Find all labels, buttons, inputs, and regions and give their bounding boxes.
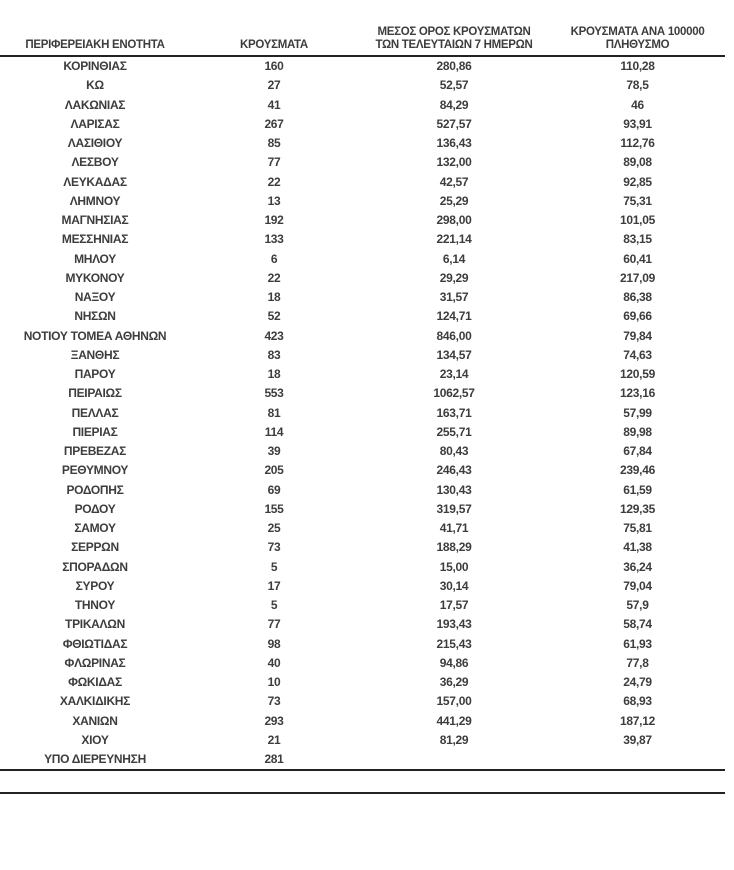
cell-cases: 22: [267, 270, 281, 285]
cell-cases: 114: [264, 424, 284, 439]
cell-cases: 10: [267, 675, 281, 689]
cases-by-region-table: [0, 26, 725, 771]
cell-per100k: 120,59: [620, 367, 655, 381]
cell-per100k: 36,24: [623, 559, 652, 574]
cell-per100k: 239,46: [620, 463, 655, 478]
table-row: [0, 230, 725, 249]
column-header-region: ΠΕΡΙΦΕΡΕΙΑΚΗ ΕΝΟΤΗΤΑ: [0, 26, 190, 56]
cell-avg7: 188,29: [436, 540, 472, 555]
cell-avg7: 132,00: [436, 155, 472, 170]
cell-region: ΠΕΙΡΑΙΩΣ: [68, 386, 122, 401]
table-row: [0, 731, 725, 750]
cell-region: ΝΟΤΙΟΥ ΤΟΜΕΑ ΑΘΗΝΩΝ: [23, 328, 167, 343]
cell-cases: 27: [267, 78, 281, 93]
cell-cases: 267: [264, 116, 284, 131]
cell-region: ΚΟΡΙΝΘΙΑΣ: [63, 59, 127, 73]
cell-cases: 192: [264, 213, 284, 227]
cell-cases: 73: [267, 694, 281, 709]
cell-avg7: 41,71: [439, 521, 469, 535]
column-header-per100k-line2: ΠΛΗΘΥΣΜΟ: [605, 39, 670, 51]
cell-per100k: 60,41: [623, 251, 652, 266]
cell-region: ΧΙΟΥ: [81, 732, 109, 747]
cell-region: ΠΡΕΒΕΖΑΣ: [63, 444, 127, 458]
cell-region: ΛΕΥΚΑΔΑΣ: [63, 174, 127, 189]
cell-avg7: 130,43: [436, 482, 472, 497]
column-header-per100k: [550, 26, 725, 56]
table-row: [0, 115, 725, 134]
table-row: [0, 404, 725, 423]
cell-per100k: 78,5: [626, 78, 649, 93]
table-row: [0, 384, 725, 403]
cell-avg7: 319,57: [436, 501, 472, 516]
table-row: [0, 134, 725, 153]
table-row: [0, 500, 725, 519]
cell-region: ΝΗΣΩΝ: [74, 309, 116, 324]
cell-cases: 5: [270, 559, 278, 574]
cell-region: ΦΛΩΡΙΝΑΣ: [64, 655, 126, 670]
cell-per100k: 112,76: [620, 136, 655, 150]
column-header-per100k-line1: ΚΡΟΥΣΜΑΤΑ ΑΝΑ 100000: [570, 26, 705, 38]
table-row: [0, 307, 725, 326]
cell-per100k: 92,85: [623, 174, 652, 189]
cell-region: ΥΠΟ ΔΙΕΡΕΥΝΗΣΗ: [0, 750, 190, 770]
cell-avg7: 30,14: [439, 578, 469, 593]
cell-cases: 293: [264, 713, 284, 728]
table-row: [0, 673, 725, 692]
cell-avg7: 124,71: [436, 309, 472, 324]
table-row: [0, 153, 725, 172]
table-row: [0, 692, 725, 711]
cell-avg7: 52,57: [439, 78, 469, 93]
cell-avg7: 23,14: [439, 367, 469, 381]
cell-region: ΧΑΝΙΩΝ: [72, 713, 118, 728]
cell-region: ΠΙΕΡΙΑΣ: [72, 424, 118, 439]
table-row: [0, 56, 725, 76]
cell-region: ΣΑΜΟΥ: [74, 521, 116, 535]
cell-avg7: 17,57: [439, 598, 469, 612]
cell-region: ΛΑΚΩΝΙΑΣ: [64, 97, 126, 112]
table-row: [0, 365, 725, 384]
cell-cases: 155: [264, 501, 284, 516]
cell-per100k: 61,93: [623, 636, 652, 651]
table-row: [0, 250, 725, 269]
cell-avg7: 80,43: [439, 444, 469, 458]
cell-region: ΧΑΛΚΙΔΙΚΗΣ: [59, 694, 131, 709]
cell-per100k: 39,87: [623, 732, 652, 747]
cell-avg7: 42,57: [439, 174, 469, 189]
table-body: [0, 56, 725, 770]
cell-avg7: 221,14: [436, 232, 472, 247]
cell-avg7: 25,29: [439, 193, 469, 208]
cell-region: ΣΥΡΟΥ: [75, 578, 115, 593]
cell-region: ΠΑΡΟΥ: [74, 367, 116, 381]
cell-avg7: 1062,57: [433, 386, 475, 401]
cell-region: ΡΟΔΟΠΗΣ: [66, 482, 124, 497]
cell-avg7: 215,43: [436, 636, 472, 651]
column-header-avg7-line2: ΤΩΝ ΤΕΛΕΥΤΑΙΩΝ 7 ΗΜΕΡΩΝ: [375, 39, 533, 51]
table-row: [0, 96, 725, 115]
cell-per100k: 123,16: [620, 386, 655, 401]
cell-region: ΛΕΣΒΟΥ: [71, 155, 119, 170]
table-row: [0, 635, 725, 654]
cell-avg7: 136,43: [436, 136, 472, 150]
cell-per100k: 67,84: [623, 444, 652, 458]
cell-cases: 39: [267, 444, 281, 458]
cell-avg7: 6,14: [442, 251, 466, 266]
cell-cases: 18: [267, 367, 281, 381]
cell-cases: 52: [267, 309, 281, 324]
table-row: [0, 346, 725, 365]
cell-cases: 423: [264, 328, 284, 343]
table-row: [0, 481, 725, 500]
cell-per100k: 217,09: [620, 270, 655, 285]
cell-avg7: 255,71: [436, 424, 472, 439]
cell-avg7: 29,29: [439, 270, 469, 285]
cell-cases: 553: [264, 386, 284, 401]
table-row: [0, 423, 725, 442]
cell-avg7: 15,00: [439, 559, 469, 574]
bottom-rule: [0, 792, 725, 794]
cell-region: ΚΩ: [86, 78, 104, 93]
cell-per100k: 75,31: [623, 193, 652, 208]
cell-per100k: 61,59: [623, 482, 652, 497]
cell-per100k: [550, 750, 725, 770]
cell-per100k: 187,12: [620, 713, 655, 728]
table-row: [0, 596, 725, 615]
cell-region: ΛΑΣΙΘΙΟΥ: [67, 136, 123, 150]
cell-avg7: 134,57: [436, 347, 472, 362]
cell-cases: 77: [267, 617, 281, 632]
cell-per100k: 89,98: [623, 424, 652, 439]
table-row: [0, 327, 725, 346]
cell-cases: 6: [270, 251, 278, 266]
table-row: [0, 577, 725, 596]
cell-cases: 18: [267, 290, 281, 304]
table-row: [0, 461, 725, 480]
cell-per100k: 69,66: [623, 309, 652, 324]
cell-per100k: 24,79: [623, 675, 652, 689]
cell-cases: 98: [267, 636, 281, 651]
cell-region: ΡΕΘΥΜΝΟΥ: [61, 463, 129, 478]
cell-avg7: [358, 750, 550, 770]
table-row: [0, 654, 725, 673]
cell-cases: 81: [267, 405, 281, 420]
cell-cases: 41: [267, 97, 281, 112]
table-row: [0, 442, 725, 461]
table-row: [0, 269, 725, 288]
cell-per100k: 46: [631, 97, 644, 112]
cell-region: ΦΘΙΩΤΙΔΑΣ: [62, 636, 128, 651]
cell-cases: 205: [264, 463, 284, 478]
cell-region: ΜΑΓΝΗΣΙΑΣ: [61, 213, 129, 227]
cell-avg7: 81,29: [439, 732, 469, 747]
cell-region: ΣΕΡΡΩΝ: [71, 540, 119, 555]
cell-per100k: 93,91: [623, 116, 652, 131]
cell-avg7: 84,29: [439, 97, 469, 112]
cell-avg7: 846,00: [436, 328, 472, 343]
cell-per100k: 129,35: [620, 501, 655, 516]
cell-region: ΤΗΝΟΥ: [74, 598, 116, 612]
cell-per100k: 101,05: [620, 213, 655, 227]
cell-avg7: 298,00: [436, 213, 472, 227]
table-row: [0, 750, 725, 770]
cell-region: ΜΥΚΟΝΟΥ: [65, 270, 125, 285]
cell-per100k: 57,99: [623, 405, 652, 420]
cell-per100k: 110,28: [620, 59, 655, 73]
cell-region: ΠΕΛΛΑΣ: [71, 405, 119, 420]
cell-avg7: 193,43: [436, 617, 472, 632]
cell-avg7: 441,29: [436, 713, 472, 728]
cell-region: ΛΑΡΙΣΑΣ: [70, 116, 120, 131]
cell-region: ΝΑΞΟΥ: [74, 290, 116, 304]
cell-per100k: 41,38: [623, 540, 652, 555]
table-row: [0, 712, 725, 731]
table-row: [0, 173, 725, 192]
table-row: [0, 76, 725, 95]
cell-cases: 69: [267, 482, 281, 497]
column-header-avg7-line1: ΜΕΣΟΣ ΟΡΟΣ ΚΡΟΥΣΜΑΤΩΝ: [377, 26, 531, 38]
cell-region: ΤΡΙΚΑΛΩΝ: [65, 617, 125, 632]
cell-per100k: 68,93: [623, 694, 652, 709]
cell-avg7: 280,86: [436, 59, 472, 73]
cell-cases: 83: [267, 347, 281, 362]
cell-per100k: 57,9: [626, 598, 649, 612]
table-row: [0, 211, 725, 230]
table-row: [0, 558, 725, 577]
cell-per100k: 77,8: [626, 655, 649, 670]
cell-cases: 73: [267, 540, 281, 555]
cell-per100k: 74,63: [623, 347, 652, 362]
cell-region: ΡΟΔΟΥ: [74, 501, 116, 516]
cell-avg7: 157,00: [436, 694, 472, 709]
cell-cases: 22: [267, 174, 281, 189]
cell-per100k: 79,84: [623, 328, 652, 343]
column-header-cases: ΚΡΟΥΣΜΑΤΑ: [190, 26, 358, 56]
table-header: [0, 26, 725, 56]
cell-region: ΛΗΜΝΟΥ: [69, 193, 121, 208]
cell-region: ΜΕΣΣΗΝΙΑΣ: [61, 232, 129, 247]
cell-region: ΦΩΚΙΔΑΣ: [68, 675, 122, 689]
cell-cases: 160: [264, 59, 284, 73]
cell-cases: 85: [267, 136, 281, 150]
cell-per100k: 83,15: [623, 232, 652, 247]
table-row: [0, 519, 725, 538]
column-header-avg7: [358, 26, 550, 56]
table-row: [0, 288, 725, 307]
cell-avg7: 246,43: [436, 463, 472, 478]
cell-per100k: 75,81: [623, 521, 652, 535]
table-row: [0, 615, 725, 634]
cell-cases: 77: [267, 155, 281, 170]
cell-per100k: 79,04: [623, 578, 652, 593]
cell-region: ΣΠΟΡΑΔΩΝ: [62, 559, 128, 574]
cell-avg7: 31,57: [439, 290, 469, 304]
cell-cases: 25: [267, 521, 281, 535]
cell-avg7: 527,57: [436, 116, 472, 131]
cell-avg7: 163,71: [436, 405, 472, 420]
cell-avg7: 94,86: [439, 655, 469, 670]
cell-per100k: 89,08: [623, 155, 652, 170]
table-row: [0, 192, 725, 211]
cell-region: ΜΗΛΟΥ: [74, 251, 116, 266]
table-row: [0, 538, 725, 557]
cell-per100k: 86,38: [623, 290, 652, 304]
cell-cases: 21: [267, 732, 281, 747]
cell-cases: 281: [190, 750, 358, 770]
cell-per100k: 58,74: [623, 617, 652, 632]
cell-avg7: 36,29: [439, 675, 469, 689]
cell-cases: 5: [270, 598, 278, 612]
cell-cases: 133: [264, 232, 284, 247]
cell-cases: 40: [267, 655, 281, 670]
cell-region: ΞΑΝΘΗΣ: [70, 347, 120, 362]
cell-cases: 13: [267, 193, 281, 208]
cell-cases: 17: [267, 578, 281, 593]
